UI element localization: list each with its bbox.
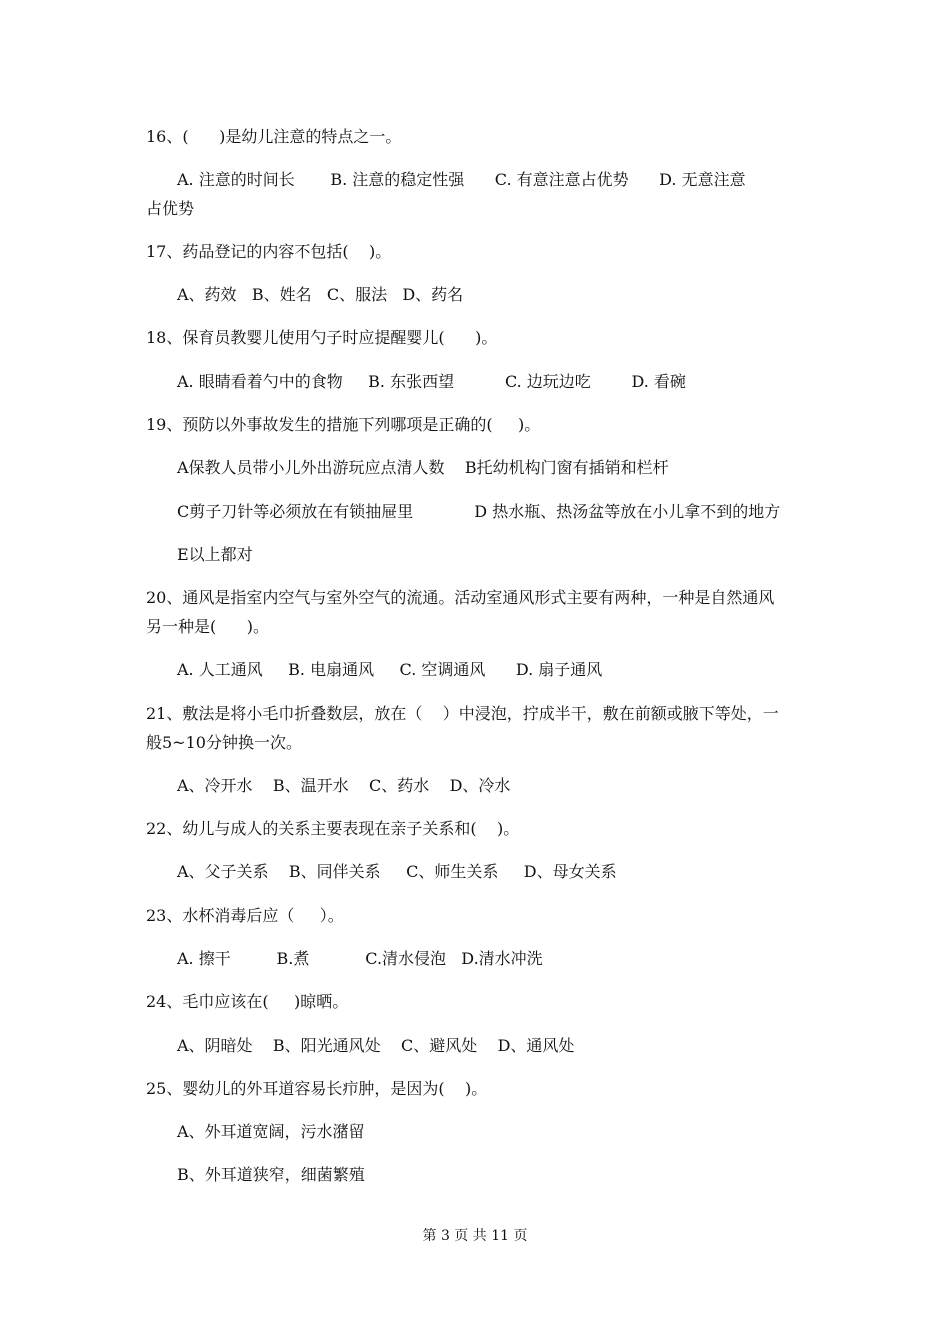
options-19-c-d: C剪子刀针等必须放在有锁抽屉里 D 热水瓶、热汤盆等放在小儿拿不到的地方 bbox=[177, 502, 781, 521]
question-25: 25、婴幼儿的外耳道容易长疖肿，是因为( )。 bbox=[146, 1079, 488, 1098]
question-24: 24、毛巾应该在( )晾晒。 bbox=[146, 992, 349, 1011]
question-20-continued: 另一种是( )。 bbox=[146, 617, 270, 636]
question-18: 18、保育员教婴儿使用勺子时应提醒婴儿( )。 bbox=[146, 328, 498, 347]
question-19: 19、预防以外事故发生的措施下列哪项是正确的( )。 bbox=[146, 415, 541, 434]
question-22: 22、幼儿与成人的关系主要表现在亲子关系和( )。 bbox=[146, 819, 520, 838]
options-24: A、阴暗处 B、阳光通风处 C、避风处 D、通风处 bbox=[177, 1036, 575, 1055]
options-22: A、父子关系 B、同伴关系 C、师生关系 D、母女关系 bbox=[177, 862, 617, 881]
options-19-a-b: A保教人员带小儿外出游玩应点清人数 B托幼机构门窗有插销和栏杆 bbox=[177, 458, 669, 477]
question-23: 23、水杯消毒后应（ ）。 bbox=[146, 906, 344, 925]
options-16-continued: 占优势 bbox=[146, 199, 195, 218]
options-25-b: B、外耳道狭窄，细菌繁殖 bbox=[177, 1165, 365, 1184]
question-17: 17、药品登记的内容不包括( )。 bbox=[146, 242, 392, 261]
options-23: A. 擦干 B.煮 C.清水侵泡 D.清水冲洗 bbox=[177, 949, 543, 968]
options-20: A. 人工通风 B. 电扇通风 C. 空调通风 D. 扇子通风 bbox=[177, 660, 603, 679]
options-16: A. 注意的时间长 B. 注意的稳定性强 C. 有意注意占优势 D. 无意注意 bbox=[177, 170, 746, 189]
question-16: 16、( )是幼儿注意的特点之一。 bbox=[146, 127, 402, 146]
options-25-a: A、外耳道宽阔，污水潴留 bbox=[177, 1122, 365, 1141]
question-21-continued: 般5~10分钟换一次。 bbox=[146, 733, 302, 752]
question-20: 20、通风是指室内空气与室外空气的流通。活动室通风形式主要有两种，一种是自然通风 bbox=[146, 588, 775, 607]
options-17: A、药效 B、姓名 C、服法 D、药名 bbox=[177, 285, 464, 304]
question-21: 21、敷法是将小毛巾折叠数层，放在（ ）中浸泡，拧成半干，敷在前额或腋下等处，一 bbox=[146, 704, 779, 723]
options-21: A、冷开水 B、温开水 C、药水 D、冷水 bbox=[177, 776, 511, 795]
options-19-e: E以上都对 bbox=[177, 545, 253, 564]
page-footer: 第 3 页 共 11 页 bbox=[422, 1228, 528, 1244]
options-18: A. 眼睛看着勺中的食物 B. 东张西望 C. 边玩边吃 D. 看碗 bbox=[177, 372, 686, 391]
